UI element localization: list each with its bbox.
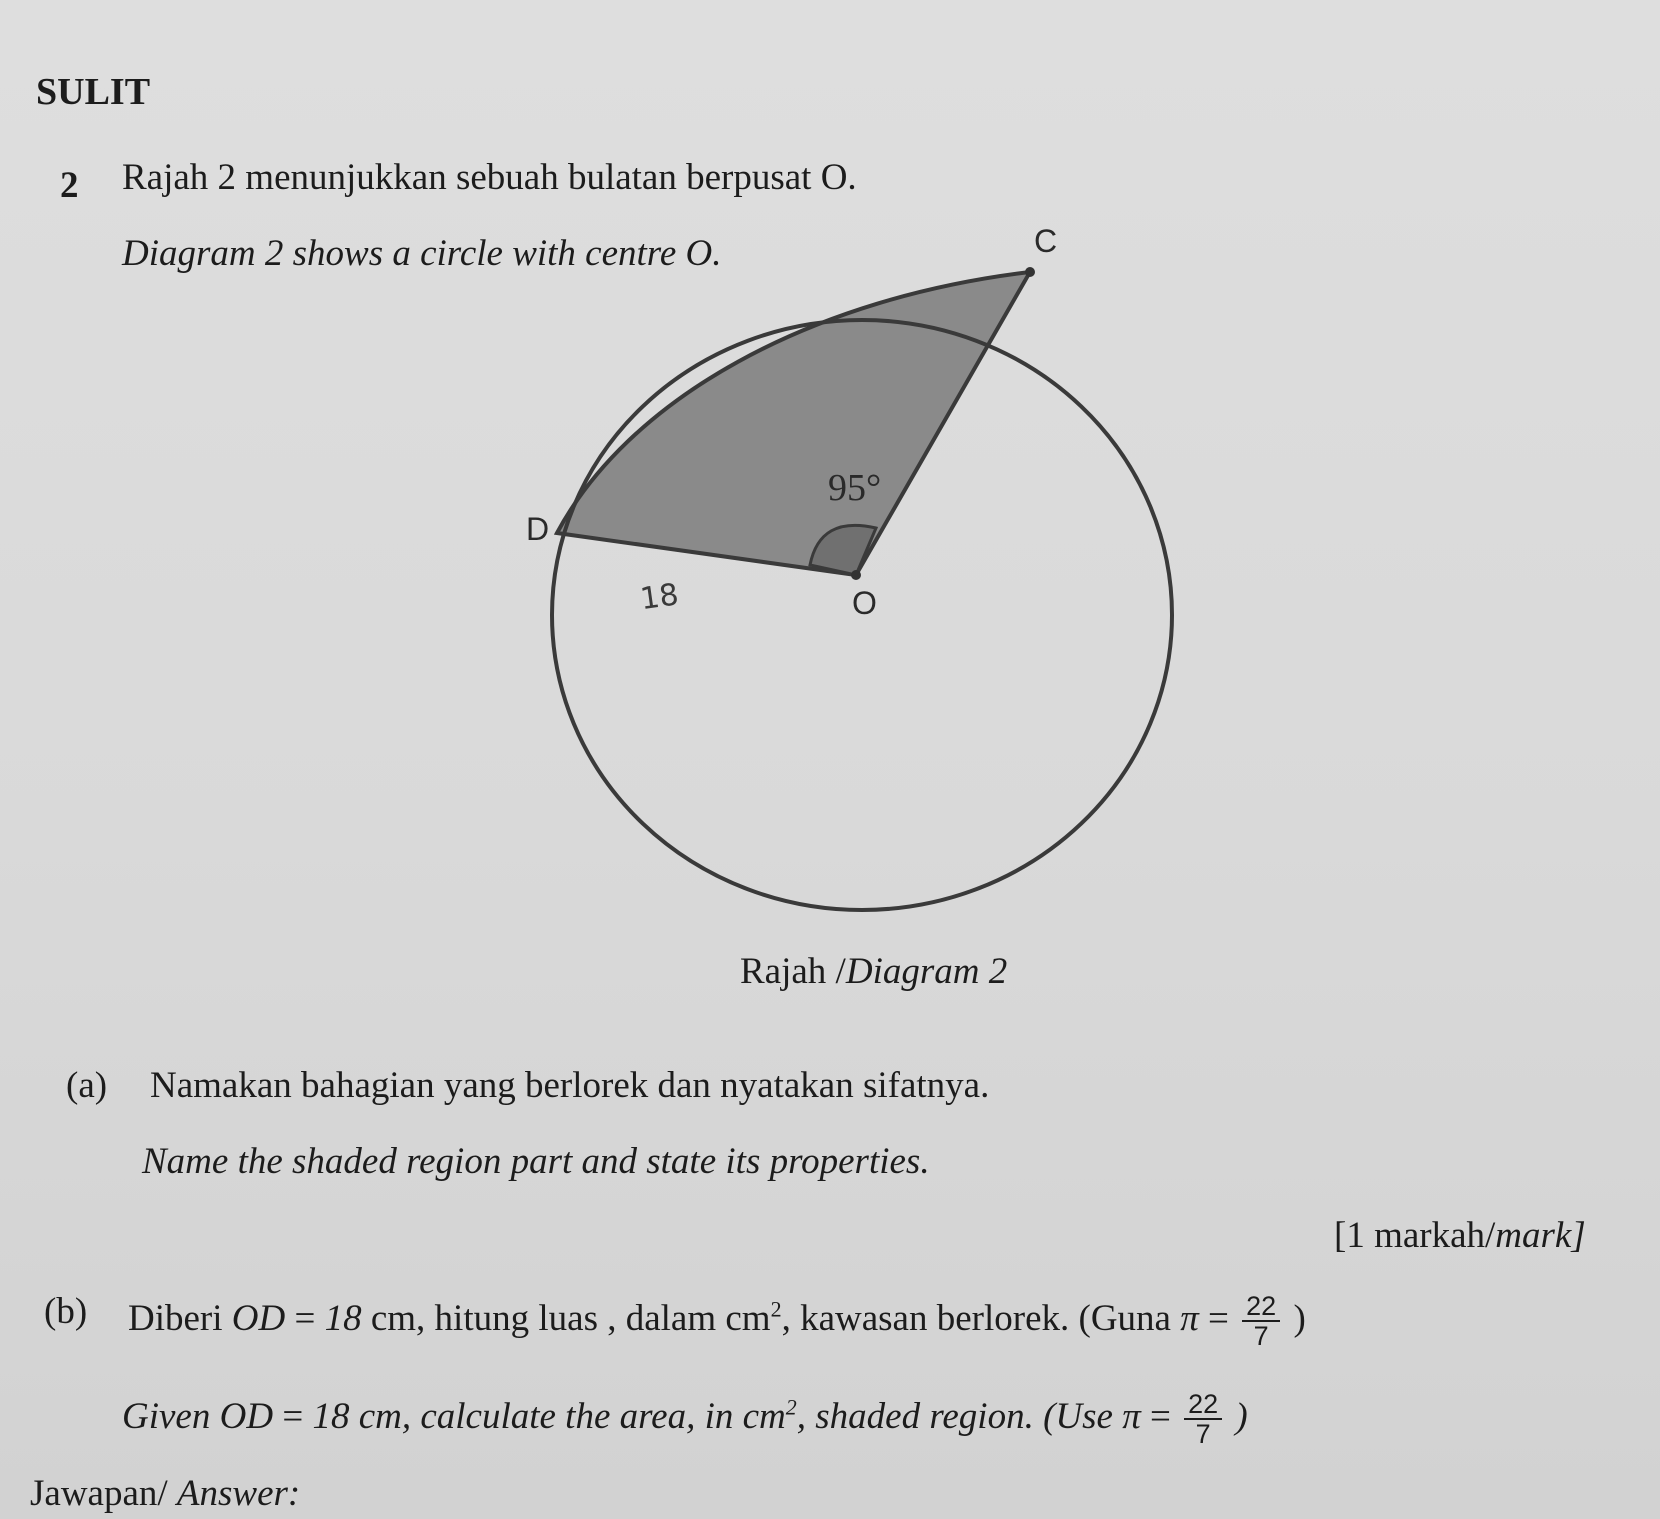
en-seg-4: , shaded region. (Use — [796, 1395, 1123, 1437]
part-b-text-en — [122, 1390, 1248, 1449]
part-a-text-en: Name the shaded region part and state its properties. — [142, 1141, 930, 1182]
point-c-dot — [1025, 267, 1035, 277]
ms-eq1: = — [285, 1297, 325, 1339]
marks-ms: [1 markah/ — [1334, 1215, 1496, 1256]
answer-label — [30, 1472, 300, 1515]
answer-label-en: Answer: — [176, 1473, 301, 1514]
en-pi: π — [1122, 1395, 1141, 1437]
angle-label: 95° — [828, 467, 882, 509]
marks-en: mark] — [1495, 1215, 1586, 1256]
diagram-caption — [740, 950, 1007, 993]
en-seg-3: cm, calculate the area, in cm — [349, 1395, 786, 1437]
point-o-dot — [851, 570, 861, 580]
en-18: 18 — [312, 1395, 350, 1437]
part-b-label: (b) — [44, 1291, 88, 1332]
ms-seg-1: Diberi — [128, 1297, 232, 1339]
label-o: O — [852, 585, 877, 621]
ms-od: OD — [231, 1297, 286, 1339]
part-b-text-ms — [128, 1292, 1306, 1351]
ms-seg-3: cm, hitung luas , dalam cm — [361, 1297, 771, 1339]
label-d: D — [526, 511, 550, 547]
en-eq1: = — [273, 1395, 313, 1437]
part-a-text-ms: Namakan bahagian yang berlorek dan nyatakan sifatnya. — [150, 1065, 990, 1106]
question-number: 2 — [60, 165, 79, 206]
question-intro-ms: Rajah 2 menunjukkan sebuah bulatan berpusat O. — [122, 157, 857, 198]
caption-ms: Rajah / — [740, 951, 846, 992]
ms-eq2: = — [1198, 1297, 1239, 1339]
en-od: OD — [219, 1395, 274, 1437]
header-sulit: SULIT — [36, 71, 151, 113]
ms-pi: π — [1180, 1297, 1199, 1339]
part-a-marks — [1334, 1214, 1586, 1257]
en-sup: 2 — [785, 1394, 797, 1420]
ms-frac-num: 22 — [1242, 1292, 1280, 1322]
ms-seg-4: , kawasan berlorek. (Guna — [781, 1297, 1181, 1339]
en-seg-1: Given — [122, 1395, 220, 1437]
en-frac-den: 7 — [1195, 1419, 1211, 1450]
en-eq2: = — [1140, 1395, 1181, 1437]
ms-sup: 2 — [770, 1296, 782, 1322]
ms-fraction — [1242, 1292, 1280, 1351]
ms-frac-den: 7 — [1253, 1321, 1269, 1352]
en-frac-num: 22 — [1184, 1390, 1222, 1420]
answer-label-ms: Jawapan/ — [30, 1473, 177, 1514]
handwritten-note: 18 — [638, 577, 681, 618]
ms-18: 18 — [324, 1297, 362, 1339]
ms-close: ) — [1284, 1297, 1306, 1339]
question-intro-en: Diagram 2 shows a circle with centre O. — [122, 233, 722, 274]
caption-en: Diagram 2 — [845, 951, 1008, 992]
label-c: C — [1034, 223, 1058, 259]
en-close: ) — [1226, 1395, 1248, 1437]
en-fraction — [1184, 1390, 1222, 1449]
part-a-label: (a) — [66, 1065, 108, 1106]
